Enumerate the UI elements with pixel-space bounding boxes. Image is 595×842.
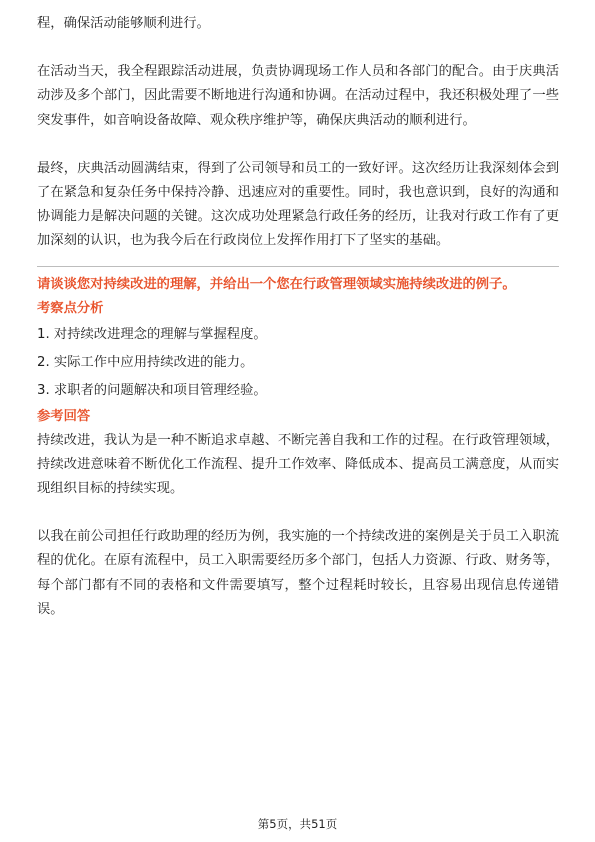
- answer-heading: 参考回答: [37, 408, 91, 424]
- analysis-item: 3. 求职者的问题解决和项目管理经验。: [37, 382, 267, 398]
- page-number: 第5页，共51页: [257, 817, 338, 831]
- paragraph-conclusion: 最终，庆典活动圆满结束，得到了公司领导和员工的一致好评。这次经历让我深刻体会到了在紧急和复杂任务中保持冷静、迅速应对的重要性。同时，我也意识到，良好的沟通和协调能力是解决问题的关键。这次成功处理紧急行政任务的经历，让我对行政工作有了更加深刻的认识，也为我今后在行政岗位上发挥作用打下了坚实的基础。: [37, 160, 559, 249]
- analysis-item: 2. 实际工作中应用持续改进的能力。: [37, 354, 254, 370]
- document-body: [37, 12, 559, 622]
- answer-paragraph: 持续改进，我认为是一种不断追求卓越、不断完善自我和工作的过程。在行政管理领域，持续改进意味着不断优化工作流程、提升工作效率、降低成本、提高员工满意度，从而实现组织目标的持续实现。: [37, 432, 559, 497]
- paragraph-gap: [37, 501, 559, 525]
- analysis-list: [37, 321, 559, 405]
- section-divider: [37, 266, 559, 267]
- paragraph-gap: [37, 133, 559, 157]
- answer-paragraph: 以我在前公司担任行政助理的经历为例，我实施的一个持续改进的案例是关于员工入职流程的优化。在原有流程中，员工入职需要经历多个部门，包括人力资源、行政、财务等，每个部门都有不同的表格和文件需要填写，整个过程耗时较长，且容易出现信息传递错误。: [37, 529, 559, 617]
- paragraph-gap: [37, 36, 559, 60]
- paragraph-continuation: 程，确保活动能够顺利进行。: [37, 16, 210, 31]
- analysis-item: 1. 对持续改进理念的理解与掌握程度。: [37, 326, 267, 342]
- paragraph-event-day: 在活动当天，我全程跟踪活动进展，负责协调现场工作人员和各部门的配合。由于庆典活动涉及多个部门，因此需要不断地进行沟通和协调。在活动过程中，我还积极处理了一些突发事件，如音响设备故障、观众秩序维护等，确保庆典活动的顺利进行。: [37, 64, 559, 128]
- interview-question: 请谈谈您对持续改进的理解，并给出一个您在行政管理领域实施持续改进的例子。: [37, 276, 516, 292]
- analysis-heading: 考察点分析: [37, 300, 104, 316]
